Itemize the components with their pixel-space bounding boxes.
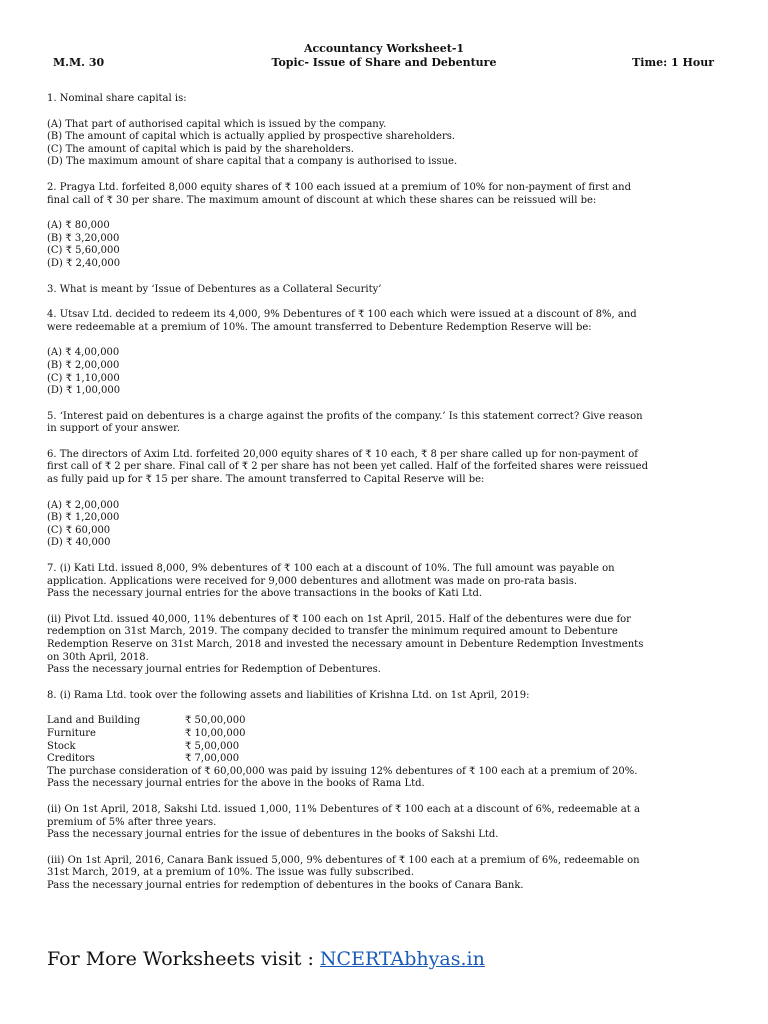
option: (B) ₹ 1,20,000 (47, 512, 120, 524)
question-8-ii (47, 804, 719, 842)
question-line: Pass the necessary journal entries for Redemption of Debentures. (47, 664, 381, 676)
time-limit: Time: 1 Hour (632, 56, 714, 69)
asset-name: Stock (47, 740, 76, 752)
questions (47, 93, 719, 893)
question-5 (47, 411, 719, 436)
option: (D) ₹ 2,40,000 (47, 257, 121, 269)
asset-value: ₹ 50,00,000 (185, 715, 246, 727)
question-text: 1. Nominal share capital is: (47, 93, 187, 104)
asset-row (47, 728, 719, 741)
question-2 (47, 182, 719, 207)
question-1 (47, 93, 719, 106)
option: (C) The amount of capital which is paid by the shareholders. (47, 143, 354, 155)
asset-name: Creditors (47, 753, 95, 765)
asset-value: ₹ 10,00,000 (185, 727, 246, 739)
footer (47, 948, 485, 970)
question-2-options (47, 220, 719, 270)
question-4 (47, 309, 719, 334)
question-6-options (47, 500, 719, 550)
option: (B) The amount of capital which is actually applied by prospective shareholders. (47, 131, 456, 143)
question-8-i-continued (47, 766, 719, 791)
option: (A) ₹ 2,00,000 (47, 499, 120, 511)
asset-row (47, 753, 719, 766)
question-line: 4. Utsav Ltd. decided to redeem its 4,000, 9% Debentures of ₹ 100 each which were issued at a discount of 8%, and (47, 309, 637, 321)
question-6 (47, 449, 719, 487)
question-line: as fully paid up for ₹ 15 per share. The amount transferred to Capital Reserve will be: (47, 474, 485, 486)
option: (C) ₹ 5,60,000 (47, 245, 120, 257)
option: (A) ₹ 80,000 (47, 220, 110, 232)
question-line: 6. The directors of Axim Ltd. forfeited 20,000 equity shares of ₹ 10 each, ₹ 8 per share called up for non-payment of (47, 448, 638, 460)
asset-row (47, 741, 719, 754)
footer-text: For More Worksheets visit : (47, 948, 320, 970)
question-line: first call of ₹ 2 per share. Final call of ₹ 2 per share has not been yet called. Half of the forfeited shares were reissued (47, 461, 648, 473)
question-line: (ii) On 1st April, 2018, Sakshi Ltd. issued 1,000, 11% Debentures of ₹ 100 each at a discount of 6%, redeemable at a (47, 803, 640, 815)
question-line: 7. (i) Kati Ltd. issued 8,000, 9% debentures of ₹ 100 each at a discount of 10%. The full amount was payable on (47, 563, 615, 575)
question-8-i (47, 690, 719, 703)
question-line: premium of 5% after three years. (47, 816, 217, 828)
question-1-options (47, 119, 719, 169)
assets-liabilities-list (47, 715, 719, 765)
option: (D) ₹ 1,00,000 (47, 385, 121, 397)
question-text: 8. (i) Rama Ltd. took over the following assets and liabilities of Krishna Ltd. on 1st April, 2019: (47, 689, 530, 701)
worksheet-title: Accountancy Worksheet-1 (303, 42, 465, 55)
question-line: 5. ‘Interest paid on debentures is a charge against the profits of the company.’ Is this statement correct? Give reason (47, 410, 643, 422)
question-line: on 30th April, 2018. (47, 651, 149, 663)
question-line: 2. Pragya Ltd. forfeited 8,000 equity shares of ₹ 100 each issued at a premium of 10% for non-payment of first and (47, 181, 631, 193)
question-line: Redemption Reserve on 31st March, 2018 and invested the necessary amount in Debenture Redemption Investments (47, 639, 644, 650)
asset-name: Furniture (47, 727, 96, 739)
option: (D) The maximum amount of share capital that a company is authorised to issue. (47, 156, 458, 168)
ncertabhyas-link[interactable]: NCERTAbhyas.in (319, 948, 485, 970)
question-line: final call of ₹ 30 per share. The maximum amount of discount at which these shares can be reissued will be: (47, 194, 597, 206)
option: (A) That part of authorised capital which is issued by the company. (47, 118, 387, 130)
question-line: application. Applications were received for 9,000 debentures and allotment was made on pro-rata basis. (47, 575, 577, 587)
option: (D) ₹ 40,000 (47, 537, 111, 549)
question-7-i (47, 563, 719, 601)
asset-name: Land and Building (47, 715, 141, 727)
question-line: redemption on 31st March, 2019. The company decided to transfer the minimum required amount to Debenture (47, 626, 618, 638)
question-line: Pass the necessary journal entries for the above transactions in the books of Kati Ltd. (47, 588, 483, 600)
question-line: 31st March, 2019, at a premium of 10%. The issue was fully subscribed. (47, 867, 414, 879)
max-marks: M.M. 30 (53, 56, 105, 69)
option: (C) ₹ 60,000 (47, 524, 111, 536)
option: (B) ₹ 3,20,000 (47, 232, 120, 244)
asset-row (47, 715, 719, 728)
asset-value: ₹ 5,00,000 (185, 740, 240, 752)
option: (C) ₹ 1,10,000 (47, 372, 120, 384)
option: (B) ₹ 2,00,000 (47, 359, 120, 371)
question-line: Pass the necessary journal entries for redemption of debentures in the books of Canara Bank. (47, 879, 524, 891)
question-line: (iii) On 1st April, 2016, Canara Bank issued 5,000, 9% debentures of ₹ 100 each at a premium of 6%, redeemable on (47, 854, 640, 866)
header-row (0, 56, 768, 72)
question-line: Pass the necessary journal entries for the issue of debentures in the books of Sakshi Ltd. (47, 829, 499, 841)
question-line: (ii) Pivot Ltd. issued 40,000, 11% debentures of ₹ 100 each on 1st April, 2015. Half of the debentures were due for (47, 613, 631, 625)
option: (A) ₹ 4,00,000 (47, 347, 120, 359)
question-4-options (47, 347, 719, 397)
question-7-ii (47, 614, 719, 677)
question-3 (47, 284, 719, 297)
asset-value: ₹ 7,00,000 (185, 753, 240, 765)
question-text: 3. What is meant by ‘Issue of Debentures as a Collateral Security’ (47, 283, 382, 295)
topic: Topic- Issue of Share and Debenture (271, 56, 497, 69)
question-line: in support of your answer. (47, 423, 181, 435)
question-line: were redeemable at a premium of 10%. The amount transferred to Debenture Redemption Reserve will be: (47, 321, 592, 333)
question-line: Pass the necessary journal entries for the above in the books of Rama Ltd. (47, 778, 425, 790)
question-8-iii (47, 855, 719, 893)
question-line: The purchase consideration of ₹ 60,00,000 was paid by issuing 12% debentures of ₹ 100 each at a premium of 20%. (47, 765, 638, 777)
